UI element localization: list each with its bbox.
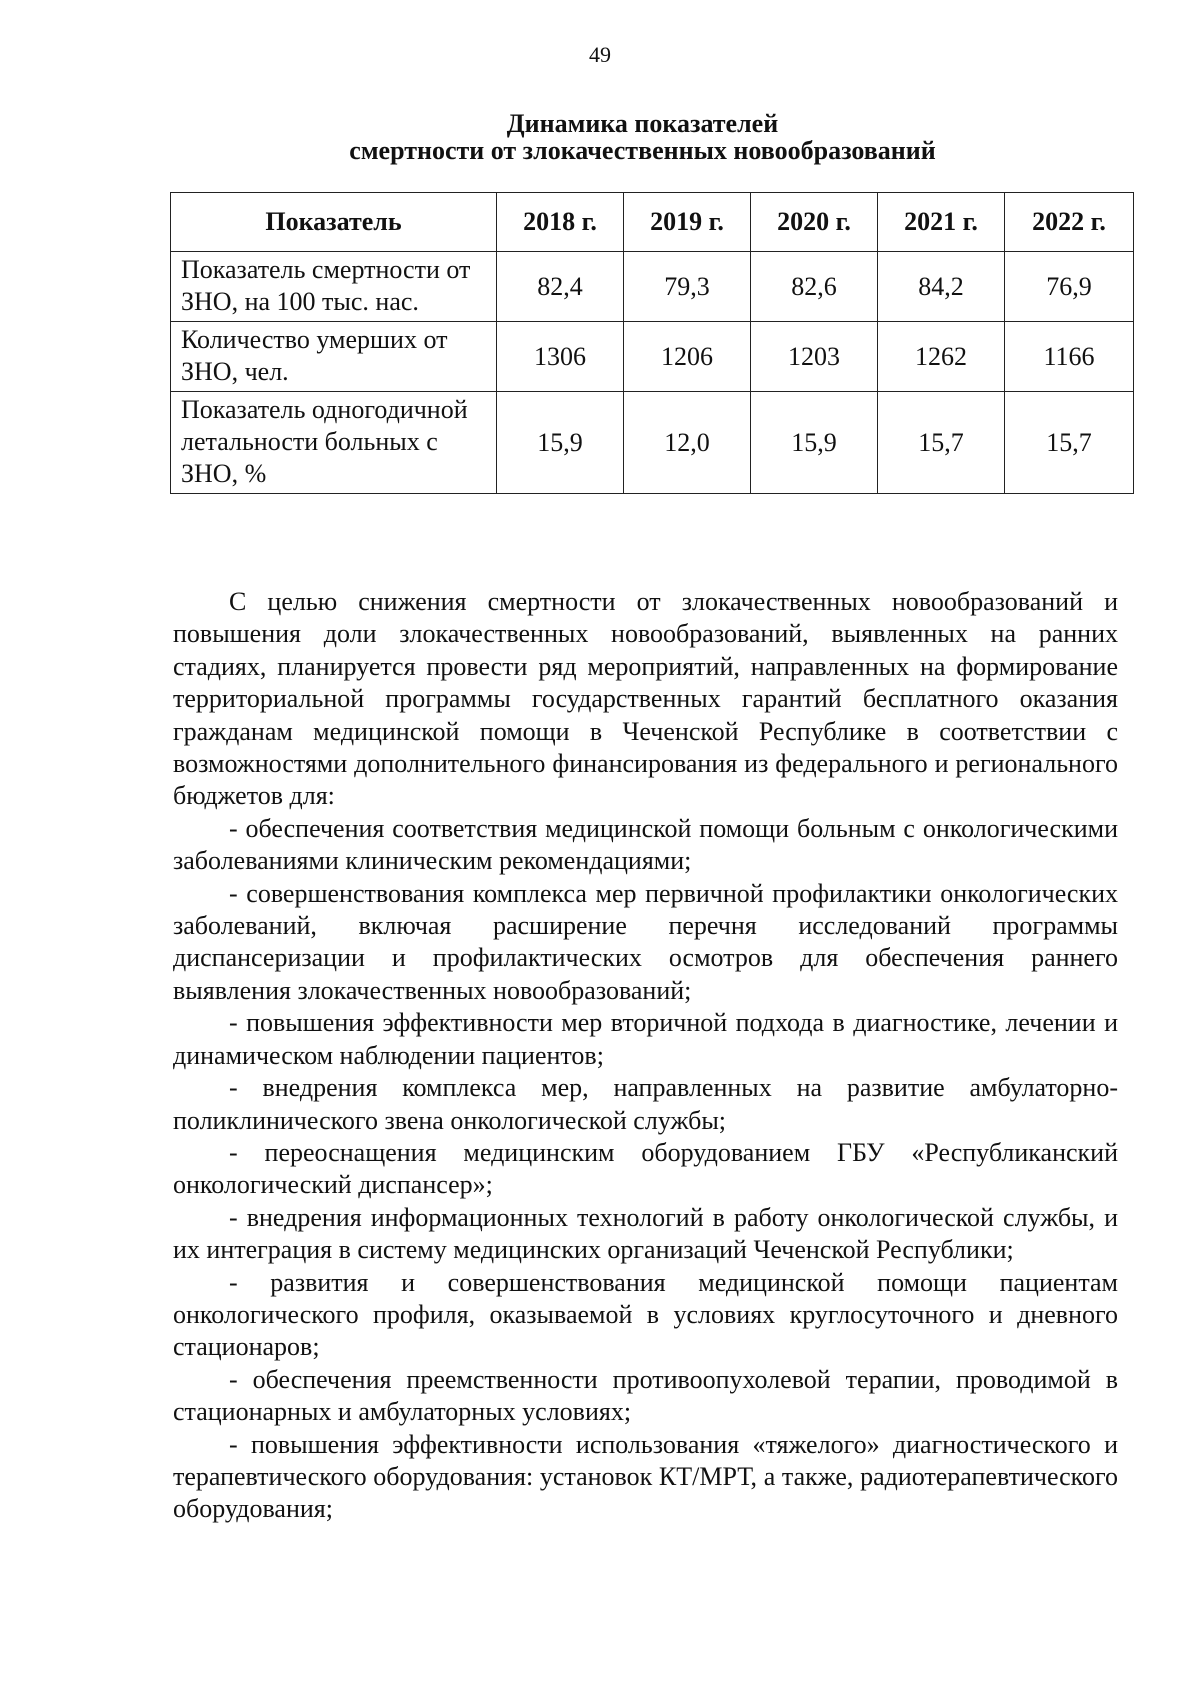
table-cell: 1203 xyxy=(751,322,878,392)
table-row xyxy=(171,322,1134,392)
column-header-2020: 2020 г. xyxy=(751,193,878,252)
column-header-2019: 2019 г. xyxy=(624,193,751,252)
table-title xyxy=(160,110,1125,164)
table-header-row xyxy=(171,193,1134,252)
table-cell: 15,7 xyxy=(878,392,1005,494)
list-item: - повышения эффективности использования «тяжелого» диагностического и терапевтического оборудования: установок КТ/МРТ, а также, радиотерапевтического оборудования; xyxy=(173,1429,1118,1524)
table-cell: 15,9 xyxy=(751,392,878,494)
table-cell: 82,4 xyxy=(497,252,624,322)
list-item: - обеспечения преемственности противоопухолевой терапии, проводимой в стационарных и амбулаторных условиях; xyxy=(173,1364,1118,1427)
table-row xyxy=(171,252,1134,322)
table-cell: 1206 xyxy=(624,322,751,392)
list-item: - развития и совершенствования медицинской помощи пациентам онкологического профиля, оказываемой в условиях круглосуточного и дневного стационаров; xyxy=(173,1267,1118,1362)
body-text xyxy=(173,586,1118,1526)
list-item: - повышения эффективности мер вторичной подхода в диагностике, лечении и динамическом наблюдении пациентов; xyxy=(173,1008,1118,1070)
column-header-2022: 2022 г. xyxy=(1005,193,1134,252)
list-item: - обеспечения соответствия медицинской помощи больным с онкологическими заболеваниями клиническим рекомендациями; xyxy=(173,813,1118,876)
table-cell: 1262 xyxy=(878,322,1005,392)
table-cell: 15,7 xyxy=(1005,392,1134,494)
table-cell: 79,3 xyxy=(624,252,751,322)
table-cell: 84,2 xyxy=(878,252,1005,322)
list-item: - переоснащения медицинским оборудованием ГБУ «Республиканский онкологический диспансер»; xyxy=(173,1137,1118,1200)
table-title-line-1: Динамика показателей xyxy=(506,109,779,138)
row-label: Показатель одногодичной летальности больных с ЗНО, % xyxy=(171,392,497,494)
table-cell: 1166 xyxy=(1005,322,1134,392)
table-cell: 12,0 xyxy=(624,392,751,494)
mortality-table xyxy=(170,192,1134,494)
column-header-2021: 2021 г. xyxy=(878,193,1005,252)
table-cell: 82,6 xyxy=(751,252,878,322)
table-cell: 15,9 xyxy=(497,392,624,494)
list-item: - внедрения информационных технологий в работу онкологической службы, и их интеграция в систему медицинских организаций Чеченской Республики; xyxy=(173,1202,1118,1265)
table-cell: 1306 xyxy=(497,322,624,392)
intro-paragraph: С целью снижения смертности от злокачественных новообразований и повышения доли злокачественных новообразований, выявленных на ранних стадиях, планируется провести ряд мероприятий, направленных на формирование территориальной программы государственных гарантий бесплатного оказания гражданам медицинской помощи в Чеченской Республике в соответствии с возможностями дополнительного финансирования из федерального и регионального бюджетов для: xyxy=(173,587,1118,811)
page-number: 49 xyxy=(589,42,611,67)
table-cell: 76,9 xyxy=(1005,252,1134,322)
list-item: - совершенствования комплекса мер первичной профилактики онкологических заболеваний, включая расширение перечня исследований программы диспансеризации и профилактических осмотров для обеспечения раннего выявления злокачественных новообразований; xyxy=(173,878,1118,1005)
table-title-line-2: смертности от злокачественных новообразований xyxy=(349,136,936,165)
column-header-indicator: Показатель xyxy=(171,193,497,252)
row-label: Количество умерших от ЗНО, чел. xyxy=(171,322,497,392)
table-row xyxy=(171,392,1134,494)
column-header-2018: 2018 г. xyxy=(497,193,624,252)
row-label: Показатель смертности от ЗНО, на 100 тыс. нас. xyxy=(171,252,497,322)
list-item: - внедрения комплекса мер, направленных на развитие амбулаторно-поликлинического звена онкологической службы; xyxy=(173,1073,1118,1135)
